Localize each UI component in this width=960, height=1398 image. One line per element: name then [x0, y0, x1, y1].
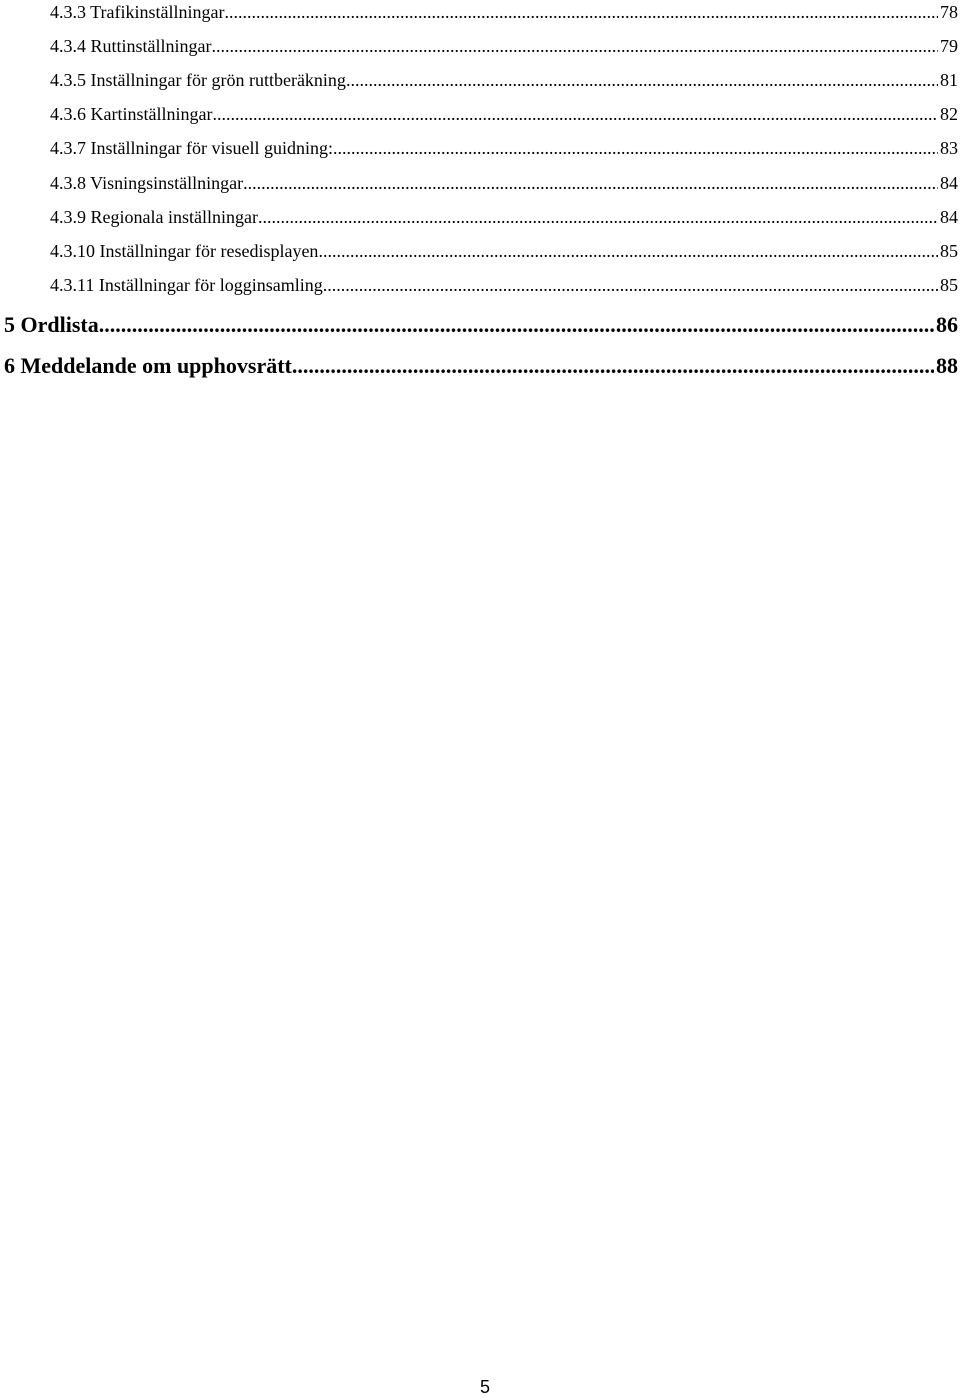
toc-entry-title: 4.3.3 Trafikinställningar [50, 2, 225, 22]
toc-entry-page: 88 [936, 353, 958, 378]
toc-dot-leader [292, 351, 934, 381]
toc-entry-ordlista[interactable] [4, 310, 958, 340]
toc-entry-logginsamling[interactable] [50, 273, 958, 297]
page-number: 5 [479, 1377, 490, 1397]
toc-entry-title: 5 Ordlista [4, 312, 99, 337]
toc-entry-page: 85 [940, 241, 958, 261]
toc-entry-ruttinstallningar[interactable] [50, 34, 958, 58]
toc-dot-leader [346, 68, 938, 92]
toc-dot-leader [333, 136, 938, 160]
toc-dot-leader [212, 34, 939, 58]
toc-entry-page: 84 [940, 207, 958, 227]
toc-dot-leader [258, 205, 938, 229]
toc-entry-kartinstallningar[interactable] [50, 102, 958, 126]
toc-entry-title: 4.3.11 Inställningar för logginsamling [50, 275, 323, 295]
toc-entry-upphovsratt[interactable] [4, 351, 958, 381]
toc-entry-visningsinstallningar[interactable] [50, 171, 958, 195]
toc-entry-page: 78 [940, 2, 958, 22]
toc-entry-title: 4.3.5 Inställningar för grön ruttberäkning [50, 70, 346, 90]
toc-entry-visuell-guidning[interactable] [50, 136, 958, 160]
toc-entry-gron-ruttberakning[interactable] [50, 68, 958, 92]
toc-entry-title: 4.3.4 Ruttinställningar [50, 36, 212, 56]
toc-dot-leader [225, 0, 939, 24]
toc-dot-leader [212, 102, 938, 126]
toc-entry-page: 79 [940, 36, 958, 56]
toc-entry-title: 4.3.9 Regionala inställningar [50, 207, 258, 227]
toc-entry-title: 4.3.6 Kartinställningar [50, 104, 213, 124]
toc-dot-leader [323, 273, 938, 297]
toc-dot-leader [99, 310, 934, 340]
toc-entry-page: 84 [940, 173, 958, 193]
toc-entry-resedisplayen[interactable] [50, 239, 958, 263]
toc-entry-trafikinstallningar[interactable] [50, 0, 958, 24]
toc-entry-page: 86 [936, 312, 958, 337]
toc-entry-regionala-installningar[interactable] [50, 205, 958, 229]
toc-entry-page: 82 [940, 104, 958, 124]
toc-entry-title: 4.3.7 Inställningar för visuell guidning: [50, 138, 333, 158]
toc-entry-page: 85 [940, 275, 958, 295]
toc-entry-page: 81 [940, 70, 958, 90]
toc-entry-title: 4.3.8 Visningsinställningar [50, 173, 244, 193]
toc-entry-title: 6 Meddelande om upphovsrätt [4, 353, 292, 378]
toc-entry-title: 4.3.10 Inställningar för resedisplayen [50, 241, 319, 261]
toc-dot-leader [243, 171, 938, 195]
toc-dot-leader [318, 239, 938, 263]
toc-entry-page: 83 [940, 138, 958, 158]
